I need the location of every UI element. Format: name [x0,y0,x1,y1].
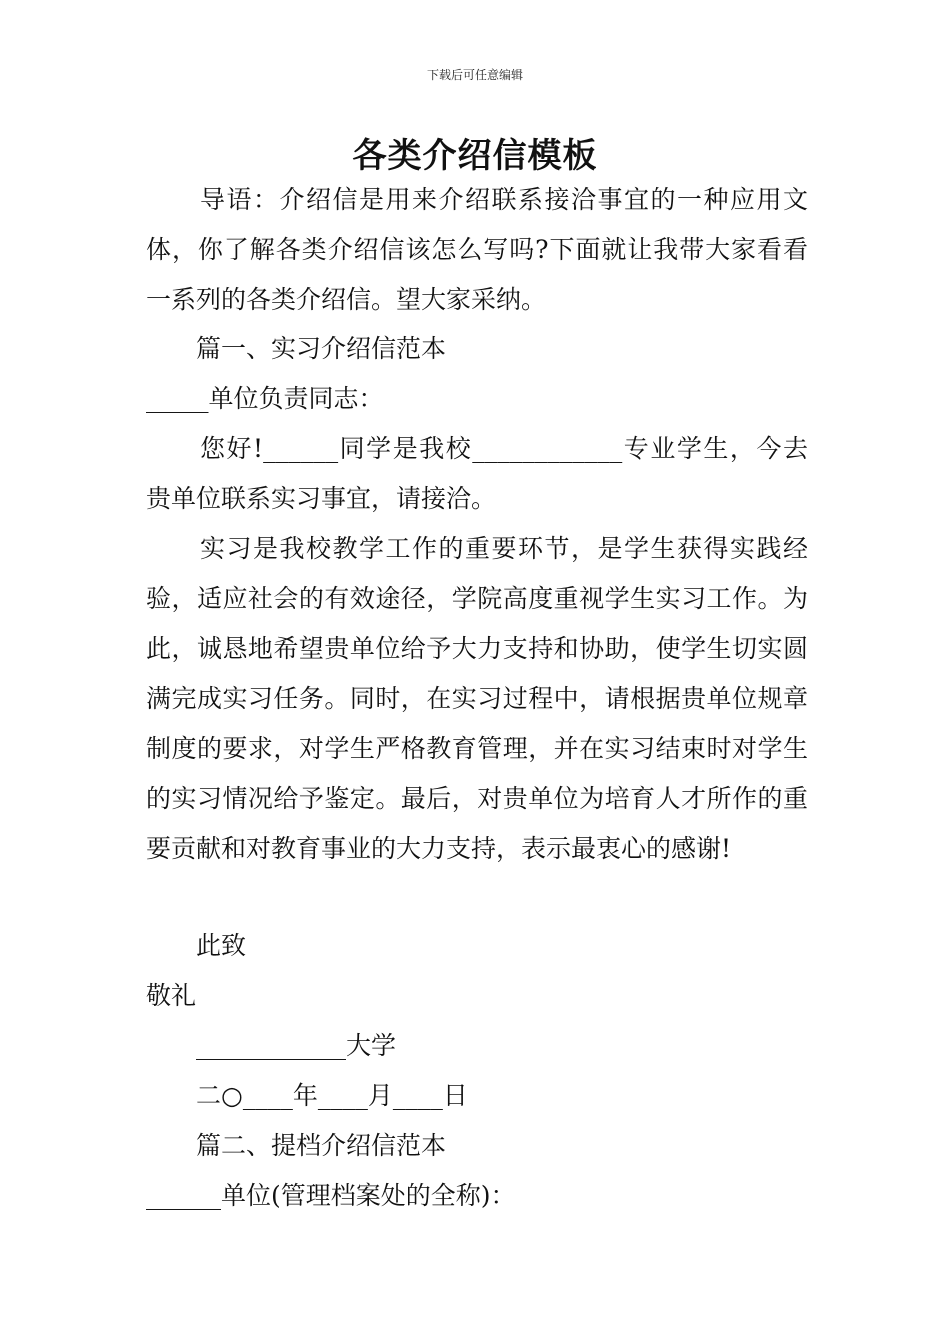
signature-date: 二○____年____月____日 [196,1081,468,1110]
intro-block [146,175,808,325]
closing-jing-li: 敬礼 [146,981,197,1010]
main-paragraph: 实习是我校教学工作的重要环节，是学生获得实践经验，适应社会的有效途径，学院高度重视学生实习工作。为此，诚恳地希望贵单位给予大力支持和协助，使学生切实圆满完成实习任务。同时，在实习过程中，请根据贵单位规章制度的要求，对学生严格教育管理，并在实习结束时对学生的实习情况给予鉴定。最后，对贵单位为培育人才所作的重要贡献和对教育事业的大力支持，表示最衷心的感谢! [146,534,808,863]
main-block [146,524,808,874]
signature-university: ____________大学 [196,1031,397,1060]
header-note: 下载后可任意编辑 [426,68,523,82]
greeting-block [146,424,808,524]
salutation-2: ______单位(管理档案处的全称)： [146,1181,516,1210]
closing-ci-zhi: 此致 [196,931,247,960]
intro-paragraph: 导语：介绍信是用来介绍联系接洽事宜的一种应用文体，你了解各类介绍信该怎么写吗?下面就让我带大家看看一系列的各类介绍信。望大家采纳。 [146,185,808,314]
document-title: 各类介绍信模板 [352,136,598,176]
section2-heading: 篇二、提档介绍信范本 [196,1131,447,1160]
section1-heading: 篇一、实习介绍信范本 [196,334,447,363]
salutation-1: _____单位负责同志： [146,384,384,413]
greeting-paragraph: 您好!______同学是我校____________专业学生，今去贵单位联系实习事宜，请接洽。 [146,434,808,513]
